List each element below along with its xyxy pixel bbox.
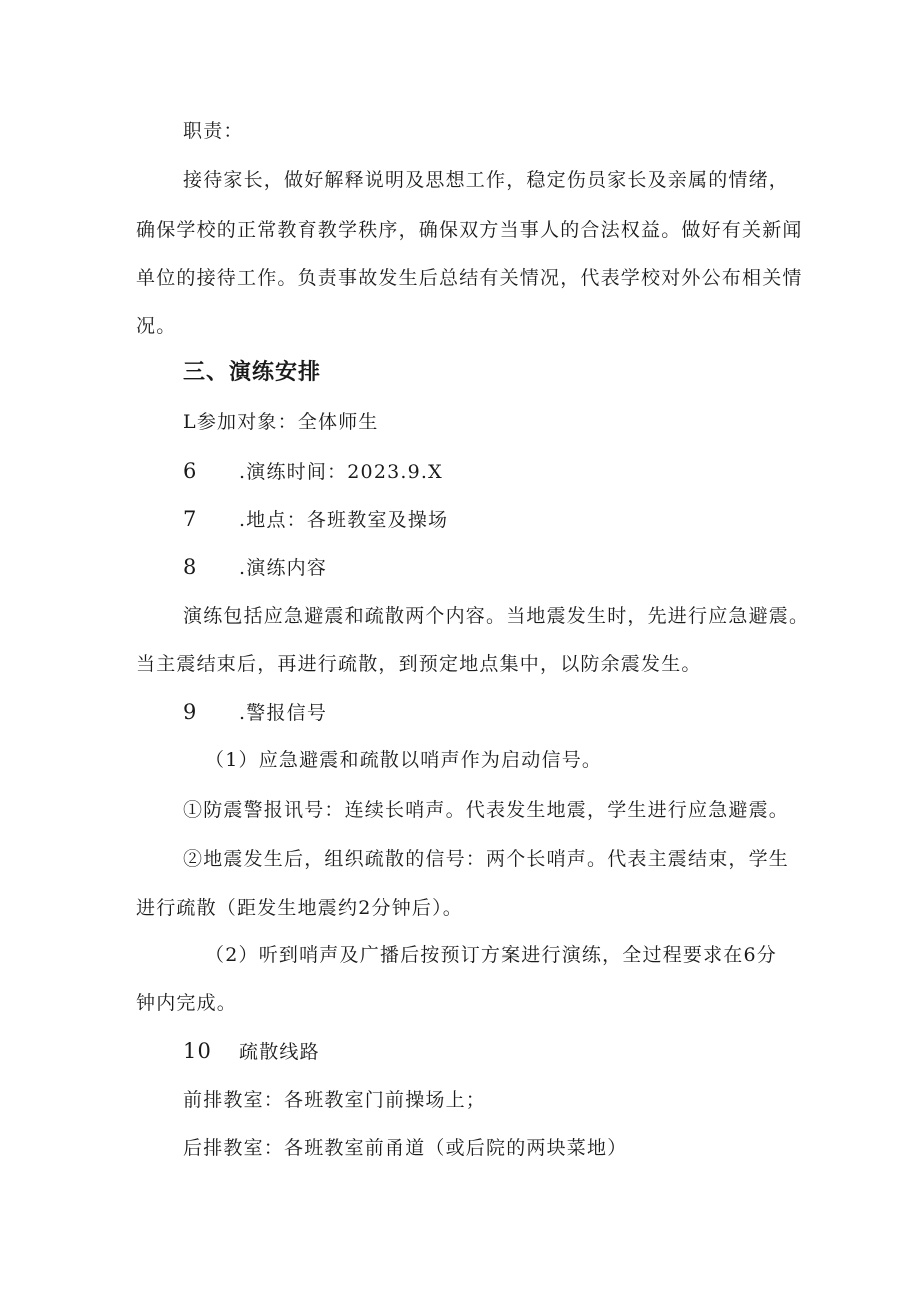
list-item-text: .演练内容 xyxy=(239,557,328,579)
signal-rule-1: （1）应急避震和疏散以哨声作为启动信号。 xyxy=(205,749,603,771)
list-item-location xyxy=(183,506,448,533)
section-heading: 三、演练安排 xyxy=(183,360,322,385)
signal-rule-a: ①防震警报讯号：连续长哨声。代表发生地震，学生进行应急避震。 xyxy=(183,799,790,821)
route-back-rooms: 后排教室：各班教室前甬道（或后院的两块菜地） xyxy=(183,1137,628,1159)
list-item-number: 7 xyxy=(183,507,198,531)
duties-paragraph-line-1: 接待家长，做好解释说明及思想工作，稳定伤员家长及亲属的情绪， xyxy=(183,169,790,191)
list-item-number: 10 xyxy=(183,1039,213,1063)
list-item-number: 9 xyxy=(183,700,198,724)
duties-label: 职责： xyxy=(183,120,244,142)
signal-rule-2-line-1: （2）听到哨声及广播后按预订方案进行演练，全过程要求在6分 xyxy=(205,944,777,966)
duties-paragraph-line-3: 单位的接待工作。负责事故发生后总结有关情况，代表学校对外公布相关情 xyxy=(136,267,803,289)
list-item-evacuation-route xyxy=(183,1038,320,1065)
list-item-alarm-signal xyxy=(183,699,327,726)
list-item-text: .演练时间：2023.9.X xyxy=(239,461,443,483)
duties-paragraph-line-4: 况。 xyxy=(136,315,177,337)
signal-rule-b-line-1: ②地震发生后，组织疏散的信号：两个长哨声。代表主震结束，学生 xyxy=(183,848,790,870)
list-item-time xyxy=(183,458,443,485)
signal-rule-2-line-2: 钟内完成。 xyxy=(136,992,238,1014)
content-paragraph-line-2: 当主震结束后，再进行疏散，到预定地点集中，以防余震发生。 xyxy=(136,653,702,675)
list-item-content xyxy=(183,554,327,581)
list-item-text: .地点：各班教室及操场 xyxy=(239,509,449,531)
list-item-number: 6 xyxy=(183,459,198,483)
content-paragraph-line-1: 演练包括应急避震和疏散两个内容。当地震发生时，先进行应急避震。 xyxy=(183,605,810,627)
list-item-participants: L参加对象：全体师生 xyxy=(183,411,379,433)
list-item-text: 疏散线路 xyxy=(239,1041,320,1063)
signal-rule-b-line-2: 进行疏散（距发生地震约2分钟后）。 xyxy=(136,897,463,919)
route-front-rooms: 前排教室：各班教室门前操场上； xyxy=(183,1089,487,1111)
list-item-text: .警报信号 xyxy=(239,702,328,724)
list-item-number: 8 xyxy=(183,555,198,579)
duties-paragraph-line-2: 确保学校的正常教育教学秩序，确保双方当事人的合法权益。做好有关新闻 xyxy=(136,219,803,241)
